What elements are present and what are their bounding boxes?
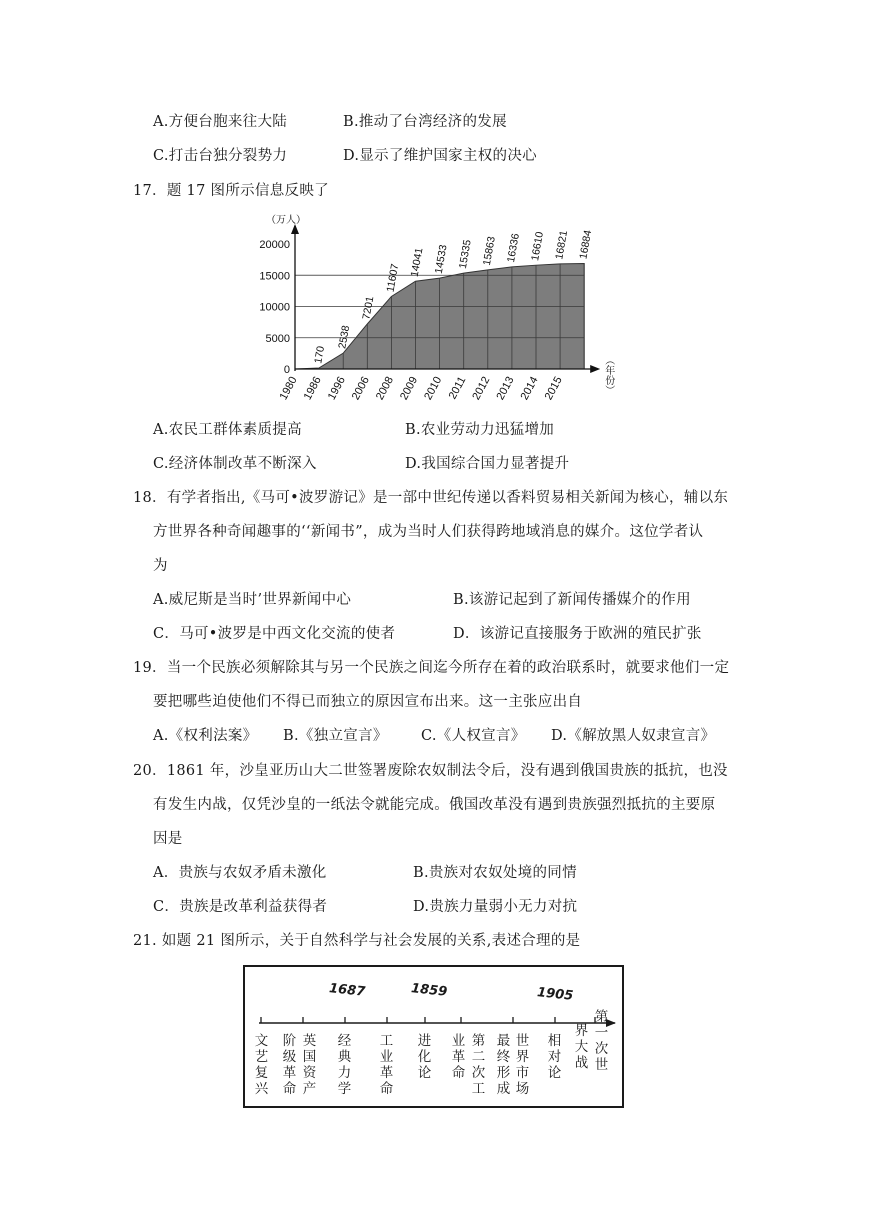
q17-option-c: C.经济体制改革不断深入	[153, 456, 317, 472]
timeline-label-industrial-revolution: 工业革命	[379, 1033, 394, 1097]
y-axis-unit: （万人）	[266, 215, 306, 226]
migrant-worker-chart	[259, 212, 614, 412]
q19-option-a: A.《权利法案》	[153, 728, 258, 744]
x-tick-label-2011: 2011	[446, 374, 469, 402]
x-tick-label-2010: 2010	[422, 374, 445, 403]
year-1687: 1687	[328, 981, 366, 1000]
x-tick-label-2008: 2008	[373, 374, 397, 403]
q20-option-a: A．贵族与农奴矛盾未激化	[153, 865, 327, 881]
data-label-16821: 16821	[553, 229, 571, 261]
q18-line-1: 18．有学者指出,《马可•波罗游记》是一部中世纪传递以香料贸易相关新闻为核心，辅以东	[133, 490, 729, 506]
x-tick-label-2009: 2009	[398, 374, 421, 403]
q19-line-2: 要把哪些迫使他们不得已而独立的原因宣布出来。这一主张应出自	[153, 694, 583, 710]
chart-svg	[259, 212, 614, 412]
x-tick-label-1996: 1996	[325, 374, 348, 403]
q16-option-d: D.显示了维护国家主权的决心	[343, 148, 537, 164]
q17-option-a: A.农民工群体素质提高	[153, 422, 302, 438]
timeline-label-relativity: 相对论	[547, 1033, 562, 1081]
timeline-label-industry-revolution: 业革命	[451, 1033, 466, 1081]
y-tick-label-0: 0	[283, 364, 290, 376]
q18-line-2: 方世界各种奇闻趣事的‘‘新闻书”，成为当时人们获得跨地域消息的媒介。这位学者认	[153, 524, 704, 540]
data-label-16884: 16884	[577, 229, 595, 260]
year-1905: 1905	[536, 985, 574, 1004]
q19-line-1: 19．当一个民族必须解除其与另一个民族之间迄今所存在着的政治联系时，就要求他们一定	[133, 660, 730, 676]
x-tick-label-2013: 2013	[494, 374, 517, 403]
data-label-15335: 15335	[456, 238, 474, 270]
q21-stem: 21. 如题 21 图所示，关于自然科学与社会发展的关系,表述合理的是	[133, 933, 581, 949]
q18-option-d: D．该游记直接服务于欧洲的殖民扩张	[453, 626, 702, 642]
data-label-14041: 14041	[408, 246, 426, 278]
y-tick-label-10000: 10000	[259, 301, 290, 314]
data-label-16610: 16610	[529, 230, 547, 262]
data-label-170: 170	[312, 345, 328, 365]
data-label-14533: 14533	[432, 243, 450, 275]
q18-line-3: 为	[153, 558, 168, 574]
q16-option-c: C.打击台独分裂势力	[153, 148, 288, 164]
timeline-label-evolution: 进化论	[417, 1033, 432, 1081]
x-axis-arrow	[590, 365, 600, 373]
timeline-label-classical-mechanics: 经典力学	[337, 1033, 352, 1097]
q17-stem: 17．题 17 图所示信息反映了	[133, 183, 329, 199]
q18-option-a: A.威尼斯是当时’世界新闻中心	[153, 592, 352, 608]
q17-option-b: B.农业劳动力迅猛增加	[405, 422, 555, 438]
data-label-7201: 7201	[360, 295, 377, 321]
q20-option-c: C．贵族是改革利益获得者	[153, 899, 328, 915]
timeline-label-world-market: 世界市场	[515, 1033, 530, 1097]
x-tick-label-2012: 2012	[470, 374, 493, 403]
x-tick-label-1980: 1980	[277, 374, 300, 403]
y-tick-label-20000: 20000	[259, 239, 290, 251]
x-tick-label-1986: 1986	[301, 374, 324, 403]
q20-line-1: 20．1861 年，沙皇亚历山大二世签署废除农奴制法令后，没有遇到俄国贵族的抵抗，也没	[133, 763, 728, 779]
data-label-11607: 11607	[384, 262, 402, 293]
q18-option-c: C．马可•波罗是中西文化交流的使者	[153, 626, 396, 642]
q19-option-b: B.《独立宣言》	[283, 728, 388, 744]
q18-option-b: B.该游记起到了新闻传播媒介的作用	[453, 592, 691, 608]
timeline-label-world-war: 界大战	[574, 1023, 589, 1071]
q20-line-3: 因是	[153, 831, 183, 847]
data-label-16336: 16336	[505, 232, 522, 264]
x-axis-unit: （年份）	[602, 355, 614, 395]
q16-option-a: A.方便台胞来往大陆	[153, 114, 288, 130]
x-tick-label-2006: 2006	[349, 374, 372, 403]
timeline-label-english-bourgeois: 英国资产	[302, 1033, 317, 1097]
data-label-15863: 15863	[480, 235, 498, 267]
q19-option-d: D.《解放黑人奴隶宣言》	[551, 728, 716, 744]
y-tick-label-15000: 15000	[259, 270, 290, 283]
q16-option-b: B.推动了台湾经济的发展	[343, 114, 507, 130]
y-tick-label-5000: 5000	[265, 332, 290, 345]
timeline-label-class-revolution: 阶级革命	[282, 1033, 297, 1097]
year-1859: 1859	[410, 981, 448, 1000]
x-tick-label-2015: 2015	[542, 374, 565, 403]
x-tick-label-2014: 2014	[518, 374, 541, 403]
q20-option-d: D.贵族力量弱小无力对抗	[413, 899, 578, 915]
timeline-figure	[243, 965, 624, 1108]
q19-option-c: C.《人权宣言》	[421, 728, 526, 744]
q20-line-2: 有发生内战，仅凭沙皇的一纸法令就能完成。俄国改革没有遇到贵族强烈抵抗的主要原	[153, 797, 716, 813]
timeline-label-first-world: 第一次世	[594, 1009, 609, 1073]
timeline-label-renaissance: 文艺复兴	[254, 1033, 269, 1097]
q20-option-b: B.贵族对农奴处境的同情	[413, 865, 577, 881]
data-label-2538: 2538	[336, 324, 353, 350]
q17-option-d: D.我国综合国力显著提升	[405, 456, 570, 472]
timeline-label-finally-formed: 最终形成	[496, 1033, 511, 1097]
timeline-label-second-industrial: 第二次工	[471, 1033, 486, 1097]
